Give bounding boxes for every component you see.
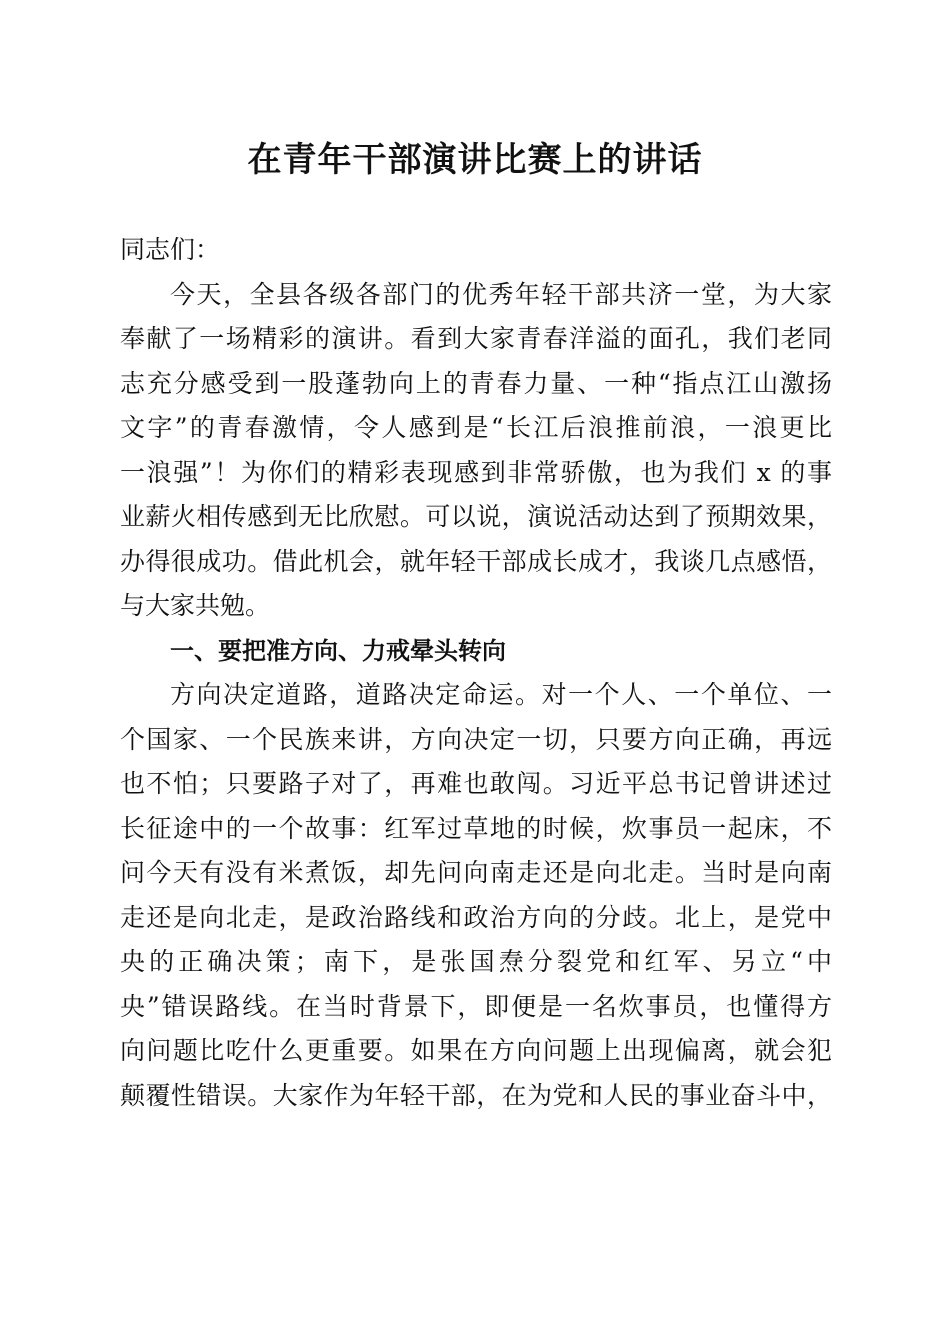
paragraph-line: 今天，全县各级各部门的优秀年轻干部共济一堂，为大家: [170, 279, 832, 309]
paragraph-line: 个国家、一个民族来讲，方向决定一切，只要方向正确，再远: [120, 724, 832, 754]
paragraph-line: 业薪火相传感到无比欣慰。可以说，演说活动达到了预期效果，: [120, 502, 832, 531]
paragraph-line: 走还是向北走，是政治路线和政治方向的分歧。北上，是党中: [120, 902, 832, 932]
paragraph-line: 志充分感受到一股蓬勃向上的青春力量、一种“指点江山激扬: [120, 368, 832, 398]
paragraph-line: 央的正确决策；南下，是张国焘分裂党和红军、另立“中: [120, 947, 832, 976]
paragraph-line: 颠覆性错误。大家作为年轻干部，在为党和人民的事业奋斗中，: [120, 1080, 832, 1110]
paragraph-line: 长征途中的一个故事：红军过草地的时候，炊事员一起床，不: [120, 813, 832, 843]
paragraph-line: 问今天有没有米煮饭，却先问向南走还是向北走。当时是向南: [120, 858, 832, 887]
document-title: 在青年干部演讲比赛上的讲话: [247, 140, 703, 180]
paragraph-line: 一浪强”！为你们的精彩表现感到非常骄傲，也为我们 x 的事: [120, 457, 832, 487]
section-heading: 一、要把准方向、力戒晕头转向: [170, 636, 506, 665]
paragraph-line: 与大家共勉。: [120, 591, 271, 620]
paragraph-line: 办得很成功。借此机会，就年轻干部成长成才，我谈几点感悟，: [120, 546, 832, 576]
salutation: 同志们：: [120, 235, 221, 264]
paragraph-line: 也不怕；只要路子对了，再难也敢闯。习近平总书记曾讲述过: [120, 769, 832, 798]
document-body: [120, 228, 832, 1118]
paragraph-line: 方向决定道路，道路决定命运。对一个人、一个单位、一: [170, 680, 832, 709]
paragraph-line: 向问题比吃什么更重要。如果在方向问题上出现偏离，就会犯: [120, 1036, 832, 1065]
paragraph-line: 文字”的青春激情，令人感到是“长江后浪推前浪，一浪更比: [120, 413, 832, 442]
paragraph-line: 央”错误路线。在当时背景下，即便是一名炊事员，也懂得方: [120, 991, 832, 1021]
paragraph-line: 奉献了一场精彩的演讲。看到大家青春洋溢的面孔，我们老同: [120, 324, 832, 353]
